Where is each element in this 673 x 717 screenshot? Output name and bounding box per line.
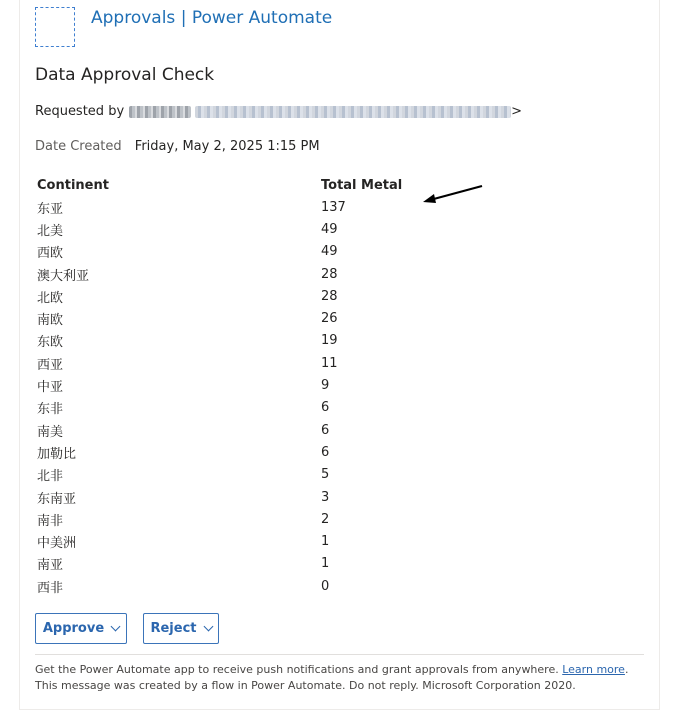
cell-total-metal: 1 (321, 556, 330, 572)
table-row (37, 530, 457, 552)
table-row (37, 218, 457, 240)
cell-continent: 西亚 (37, 357, 64, 373)
table-row (37, 508, 457, 530)
footer-text-before: Get the Power Automate app to receive push notifications and grant approvals from anywhere. (35, 663, 563, 676)
cell-continent: 南非 (37, 513, 64, 529)
cell-continent: 北美 (37, 223, 64, 239)
cell-continent: 加勒比 (37, 446, 77, 462)
cell-continent: 北非 (37, 469, 64, 485)
arrow-left-icon (420, 182, 486, 206)
cell-total-metal: 2 (321, 511, 330, 527)
cell-total-metal: 137 (321, 199, 346, 215)
cell-total-metal: 28 (321, 266, 338, 282)
cell-total-metal: 19 (321, 333, 338, 349)
table-header-row (37, 176, 457, 194)
cell-total-metal: 28 (321, 288, 338, 304)
approve-button-label: Approve (42, 621, 105, 636)
table-row (37, 330, 457, 352)
cell-continent: 中美洲 (37, 536, 77, 552)
chevron-down-icon (111, 622, 121, 632)
cell-total-metal: 6 (321, 400, 330, 416)
column-header-continent: Continent (37, 177, 109, 193)
footer-text (35, 662, 647, 694)
cell-continent: 东非 (37, 402, 64, 418)
table-row (37, 575, 457, 597)
cell-total-metal: 6 (321, 422, 330, 438)
table-body (37, 196, 457, 597)
cell-total-metal: 5 (321, 467, 330, 483)
cell-continent: 东南亚 (37, 491, 77, 507)
cell-total-metal: 3 (321, 489, 330, 505)
footer-divider (35, 654, 644, 655)
table-row (37, 464, 457, 486)
cell-continent: 东欧 (37, 335, 64, 351)
reject-button-label: Reject (150, 621, 197, 636)
table-row (37, 486, 457, 508)
redacted-name (129, 106, 191, 118)
chevron-down-icon (203, 622, 213, 632)
cell-continent: 西欧 (37, 246, 64, 262)
cell-total-metal: 1 (321, 534, 330, 550)
cell-continent: 西非 (37, 580, 64, 596)
redacted-email (195, 106, 511, 118)
table-row (37, 263, 457, 285)
cell-total-metal: 49 (321, 221, 338, 237)
app-title[interactable]: Approvals | Power Automate (91, 8, 333, 28)
cell-total-metal: 11 (321, 355, 338, 371)
placeholder-image-icon (35, 7, 75, 47)
cell-continent: 北欧 (37, 290, 64, 306)
data-table (37, 176, 457, 597)
table-row (37, 241, 457, 263)
requested-by-suffix: > (511, 104, 523, 119)
cell-continent: 东亚 (37, 201, 64, 217)
approval-title: Data Approval Check (35, 65, 215, 85)
requested-by-label: Requested by (35, 104, 125, 119)
cell-total-metal: 26 (321, 311, 338, 327)
date-created-label: Date Created (35, 139, 122, 154)
cell-continent: 中亚 (37, 380, 64, 396)
cell-continent: 南亚 (37, 558, 64, 574)
table-row (37, 374, 457, 396)
reject-button[interactable] (143, 613, 219, 644)
cell-continent: 南欧 (37, 313, 64, 329)
table-row (37, 196, 457, 218)
footer-text-after: . This message was created by a flow in Power Automate. Do not reply. Microsoft Corporation 2020. (35, 663, 629, 692)
table-row (37, 553, 457, 575)
table-row (37, 419, 457, 441)
cell-total-metal: 6 (321, 444, 330, 460)
approve-button[interactable] (35, 613, 127, 644)
cell-continent: 澳大利亚 (37, 268, 90, 284)
table-row (37, 352, 457, 374)
date-created-row (35, 139, 320, 154)
learn-more-link[interactable]: Learn more (562, 663, 625, 676)
table-row (37, 397, 457, 419)
table-row (37, 307, 457, 329)
table-row (37, 285, 457, 307)
date-created-value: Friday, May 2, 2025 1:15 PM (134, 139, 320, 154)
column-header-total-metal: Total Metal (321, 177, 403, 193)
cell-continent: 南美 (37, 424, 64, 440)
table-row (37, 441, 457, 463)
cell-total-metal: 9 (321, 378, 330, 394)
cell-total-metal: 0 (321, 578, 330, 594)
cell-total-metal: 49 (321, 244, 338, 260)
requested-by-row (35, 104, 522, 119)
